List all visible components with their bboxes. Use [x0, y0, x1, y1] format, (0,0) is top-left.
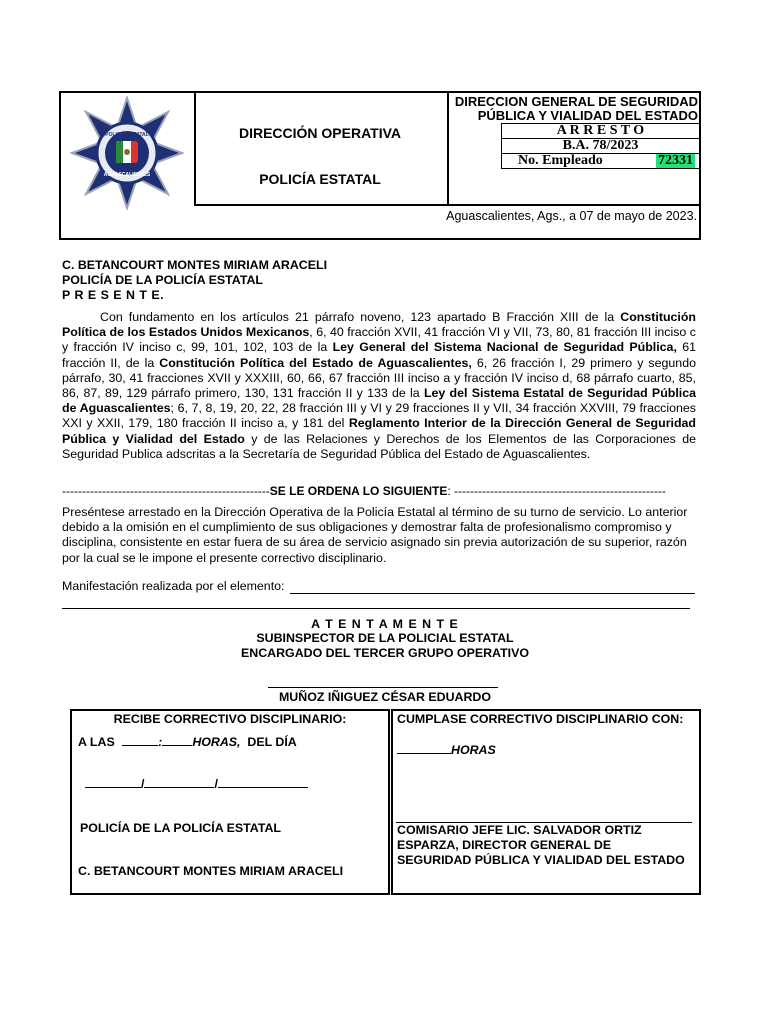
compliance-hours-row: HORAS — [397, 743, 496, 757]
empleado-row — [502, 154, 700, 169]
director-line-2: ESPARZA, DIRECTOR GENERAL DE — [397, 838, 612, 852]
receipt-name: C. BETANCOURT MONTES MIRIAM ARACELI — [78, 864, 344, 878]
recipient-presente: P R E S E N T E. — [62, 288, 165, 302]
hours-blank — [397, 753, 451, 754]
svg-text:POLICIA ESTATAL: POLICIA ESTATAL — [105, 132, 149, 138]
atentamente: A T E N T A M E N T E — [311, 617, 459, 631]
day-blank — [85, 787, 141, 788]
director-line-3: SEGURIDAD PÚBLICA Y VIALIDAD DEL ESTADO — [397, 853, 685, 867]
recipient-rank: POLICÍA DE LA POLICÍA ESTATAL — [62, 273, 263, 287]
receipt-date-row: / / — [85, 777, 308, 791]
manifest-line-1[interactable] — [290, 593, 695, 594]
compliance-box — [391, 709, 701, 895]
minute-blank — [162, 745, 192, 746]
legal-basis-paragraph: Con fundamento en los artículos 21 párrafo noveno, 123 apartado B Fracción XIII de la Constitución Política de los Estados Unidos Mexicanos, 6, 40 fracción XVII, 41 fracción VI y VII, 73, 80, 81 fracción III inciso c y fracción IV inciso c, 99, 101, 102, 103 de la Ley General del Sistema Nacional de Seguridad Pública, 61 fracción II, de la Constitución Política del Estado de Aguascalientes, 6, 26 fracción I, 29 primero y segundo párrafo, 30, 41 fracciones XVII y XXXIII, 60, 66, 67 fracción III inciso a y fracción IV inciso d, 68 párrafo cuarto, 85, 86, 87, 89, 129 párrafo primero, 130, 131 fracción II y 133 de la Ley del Sistema Estatal de Seguridad Pública de Aguascalientes; 6, 7, 8, 19, 20, 22, 28 fracción III y VI y 29 fracciones II y VII, 34 fracción XXVIII, 79 fracciones XXI y XXII, 179, 180 fracción II inciso a, y 181 del Reglamento Interior de la Dirección General de Seguridad Pública y Vialidad del Estado y de las Relaciones y Derechos de los Elementos de las Corporaciones de Seguridad Publica adscritas a la Secretaría de Seguridad Pública del Estado de Aguascalientes. — [62, 310, 696, 461]
manifest-label: Manifestación realizada por el elemento: — [62, 579, 285, 593]
svg-text:AGUASCALIENTES: AGUASCALIENTES — [103, 172, 151, 178]
title-policia: POLICÍA ESTATAL — [259, 171, 381, 187]
hour-blank — [122, 745, 158, 746]
signer-name: MUÑOZ IÑIGUEZ CÉSAR EDUARDO — [278, 690, 492, 704]
signature-line — [268, 687, 498, 688]
receipt-time-row: A LAS : HORAS, DEL DÍA — [78, 735, 297, 749]
signer-role-1: SUBINSPECTOR DE LA POLICIAL ESTATAL — [256, 631, 514, 645]
agency-line-2: PÚBLICA Y VIALIDAD DEL ESTADO — [477, 108, 698, 123]
recipient-name: C. BETANCOURT MONTES MIRIAM ARACELI — [62, 258, 328, 272]
order-separator: ----------------------------------------------------SE LE ORDENA LO SIGUIENTE: ----------------------------------------------------- — [62, 484, 666, 498]
manifest-line-2[interactable] — [62, 608, 690, 609]
year-blank — [218, 787, 308, 788]
signer-role-2: ENCARGADO DEL TERCER GRUPO OPERATIVO — [241, 646, 529, 660]
receipt-title: RECIBE CORRECTIVO DISCIPLINARIO: — [113, 712, 347, 726]
police-badge-logo — [70, 96, 184, 210]
month-blank — [144, 787, 214, 788]
receipt-rank: POLICÍA DE LA POLICÍA ESTATAL — [80, 821, 281, 835]
compliance-title: CUMPLASE CORRECTIVO DISCIPLINARIO CON: — [397, 712, 684, 726]
director-line-1: COMISARIO JEFE LIC. SALVADOR ORTIZ — [397, 823, 642, 837]
empleado-number: 72331 — [658, 153, 693, 168]
arresto-label: A R R E S T O — [502, 124, 700, 139]
agency-line-1: DIRECCION GENERAL DE SEGURIDAD — [454, 94, 698, 109]
date-line: Aguascalientes, Ags., a 07 de mayo de 2023. — [446, 209, 697, 223]
title-operativa: DIRECCIÓN OPERATIVA — [238, 125, 402, 141]
order-paragraph: Preséntese arrestado en la Dirección Operativa de la Policía Estatal al término de su turno de servicio. Lo anterior debido a la omisión en el cumplimiento de sus obligaciones y demostrar falta de profesionalismo compromiso y disciplina, consistente en estar fuera de su área de servicio asignado sin previa autorización de su superior, razón por la cual se le impone el presente correctivo disciplinario. — [62, 505, 688, 565]
empleado-label: No. Empleado — [518, 153, 603, 168]
arrest-info-table — [501, 123, 700, 169]
ba-number: B.A. 78/2023 — [502, 139, 700, 154]
